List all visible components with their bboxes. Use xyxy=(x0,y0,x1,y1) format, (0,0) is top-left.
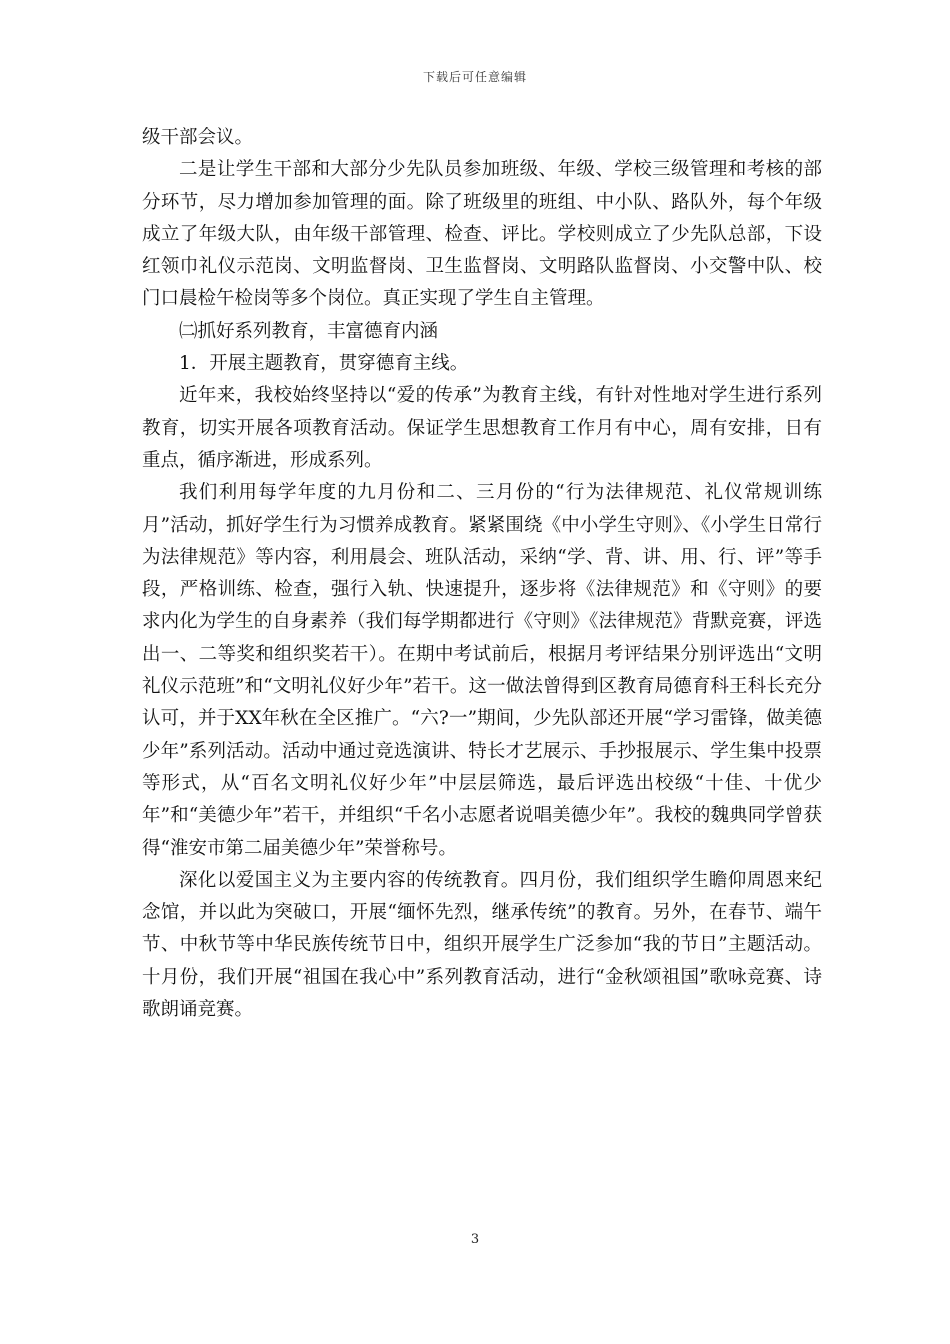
paragraph-2: 二是让学生干部和大部分少先队员参加班级、年级、学校三级管理和考核的部分环节，尽力增加参加管理的面。除了班级里的班组、中小队、路队外，每个年级成立了年级大队，由年级干部管理、检查、评比。学校则成立了少先队总部，下设红领巾礼仪示范岗、文明监督岗、卫生监督岗、文明路队监督岗、小交警中队、校门口晨检午检岗等多个岗位。真正实现了学生自主管理。 xyxy=(142,159,822,310)
paragraph-4: 我们利用每学年度的九月份和二、三月份的“行为法律规范、礼仪常规训练月”活动，抓好学生行为习惯养成教育。紧紧围绕《中小学生守则》、《小学生日常行为法律规范》等内容，利用晨会、班队活动，采纳“学、背、讲、用、行、评”等手段，严格训练、检查，强行入轨、快速提升，逐步将《法律规范》和《守则》的要求内化为学生的自身素养（我们每学期都进行《守则》《法律规范》背默竞赛，评选出一、二等奖和组织奖若干）。在期中考试前后，根据月考评结果分别评选出“文明礼仪示范班”和“文明礼仪好少年”若干。这一做法曾得到区教育局德育科王科长充分认可，并于XX年秋在全区推广。“六?一”期间，少先队部还开展“学习雷锋，做美德少年”系列活动。活动中通过竞选演讲、特长才艺展示、手抄报展示、学生集中投票等形式，从“百名文明礼仪好少年”中层层筛选，最后评选出校级“十佳、十优少年”和“美德少年”若干，并组织“千名小志愿者说唱美德少年”。我校的魏典同学曾获得“淮安市第二届美德少年”荣誉称号。 xyxy=(142,482,822,859)
subsection-heading: 1．开展主题教育，贯穿德育主线。 xyxy=(179,353,469,375)
paragraph-5: 深化以爱国主义为主要内容的传统教育。四月份，我们组织学生瞻仰周恩来纪念馆，并以此为突破口，开展“缅怀先烈，继承传统”的教育。另外，在春节、端午节、中秋节等中华民族传统节日中，组织开展学生广泛参加“我的节日”主题活动。十月份，我们开展“祖国在我心中”系列教育活动，进行“金秋颂祖国”歌咏竞赛、诗歌朗诵竞赛。 xyxy=(142,869,822,1021)
paragraph-1: 级干部会议。 xyxy=(142,127,254,148)
page-number: 3 xyxy=(470,1232,480,1247)
document-body xyxy=(142,122,822,1026)
page-header: 下载后可任意编辑 xyxy=(422,70,527,84)
paragraph-3: 近年来，我校始终坚持以“爱的传承”为教育主线，有针对性地对学生进行系列教育，切实开展各项教育活动。保证学生思想教育工作月有中心，周有安排，日有重点，循序渐进，形成系列。 xyxy=(142,385,822,471)
section-heading: ㈡抓好系列教育，丰富德育内涵 xyxy=(179,320,439,342)
